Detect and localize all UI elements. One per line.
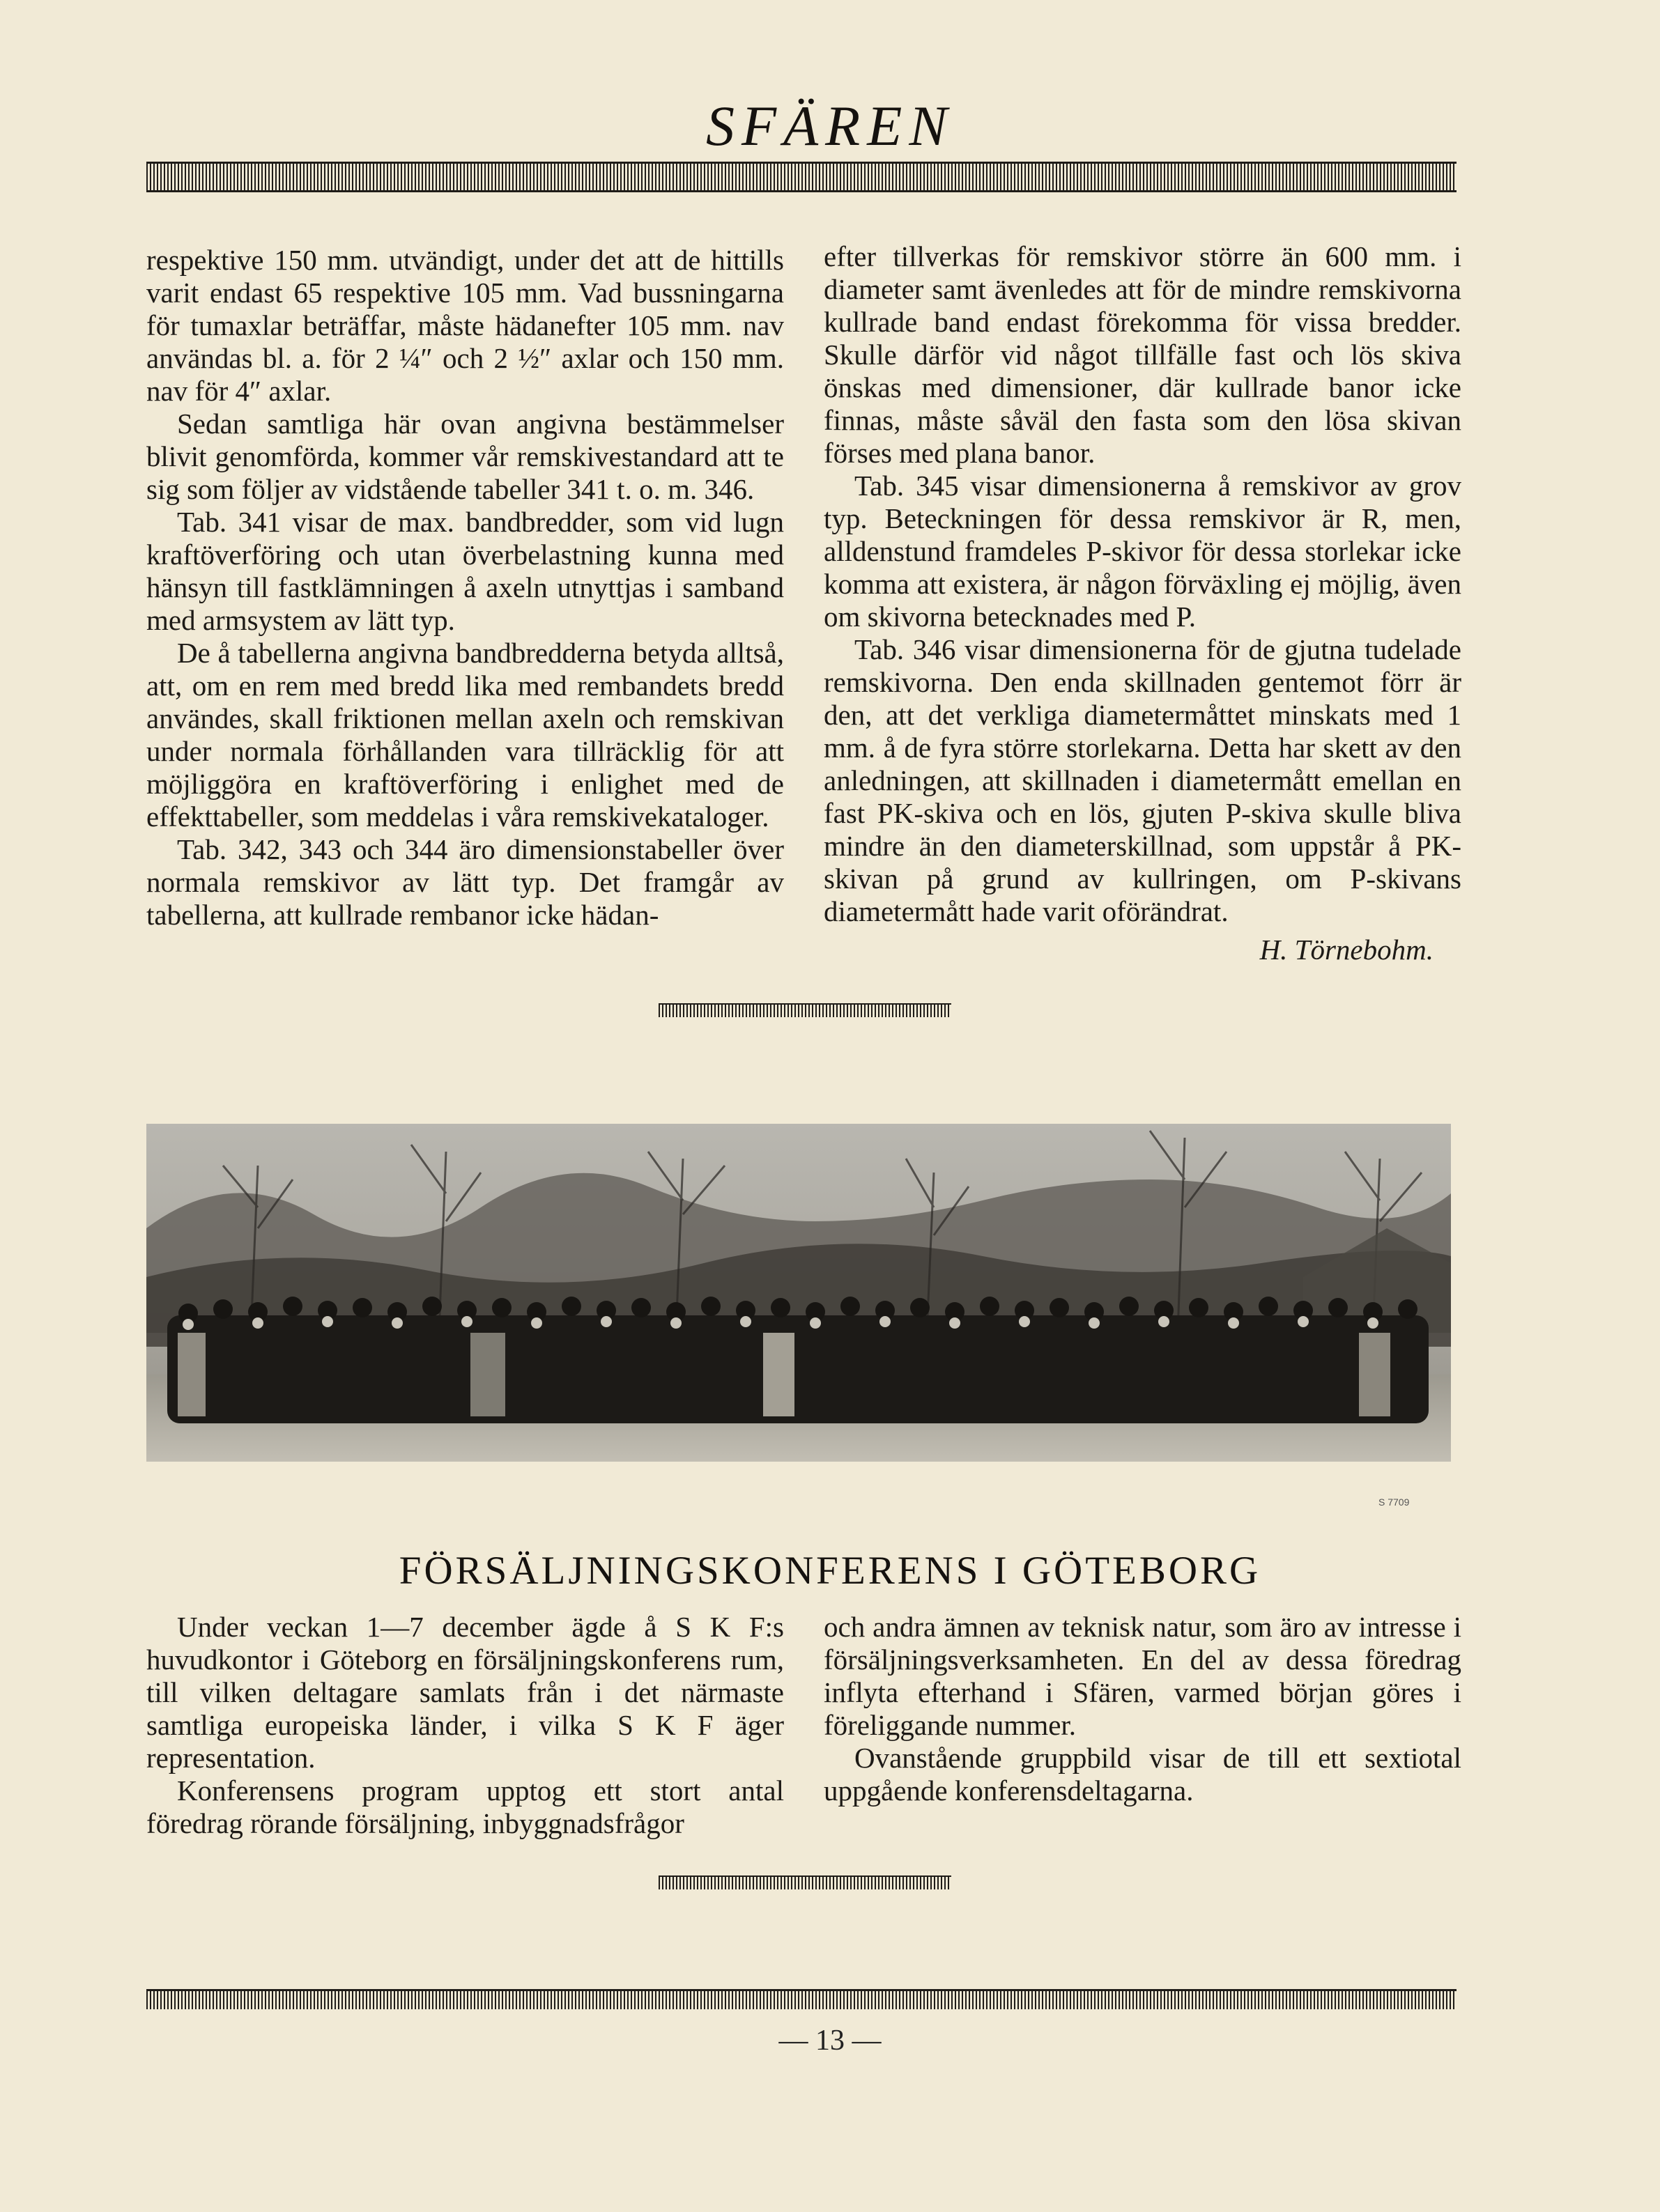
paragraph: Sedan samtliga här ovan angivna bestämmelser blivit genomförda, kommer vår remskivestandard att te sig som följer av vidstående tabeller 341 t. o. m. 346. (146, 408, 784, 505)
paragraph: Tab. 342, 343 och 344 äro dimensionstabeller över normala remskivor av lätt typ. Det framgår av tabellerna, att kullrade rembanor icke hädan- (146, 833, 784, 931)
paragraph: Under veckan 1—7 december ägde å S K F:s huvudkontor i Göteborg en försäljningskonferens rum, till vilken deltagare samlats från i det närmaste samtliga europeiska länder, i vilka S K F äger representation. (146, 1611, 784, 1774)
article-column-left (146, 244, 784, 931)
paragraph: Tab. 341 visar de max. bandbredder, som vid lugn kraftöverföring och utan överbelastning kunna med hänsyn till fastklämningen å axeln utnyttjas i samband med armsystem av lätt typ. (146, 506, 784, 636)
paragraph: Tab. 346 visar dimensionerna för de gjutna tudelade remskivorna. Den enda skillnaden gentemot förr är den, att det verkliga diametermåttet minskats med 1 mm. å de fyra större storlekarna. Detta har skett av den anledningen, att skillnaden i diametermått emellan en fast PK-skiva och en lös, gjuten P-skiva skulle bliva mindre än den diameterskillnad, som uppstår å PK-skivan på grund av kullringen, om P-skivans diametermått hade varit oförändrat. (824, 633, 1461, 927)
paragraph: De å tabellerna angivna bandbredderna betyda alltså, att, om en rem med bredd lika med rembandets bredd användes, skall friktionen mellan axeln och remskivan under normala förhållanden vara tillräcklig för att möjliggöra en kraftöverföring i enlighet med de effekttabeller, som meddelas i våra remskivekataloger. (146, 637, 784, 833)
group-photo-image (146, 1124, 1451, 1462)
footer-rule (146, 1989, 1457, 2009)
article-column-right (824, 240, 1461, 966)
page-number: — 13 — (778, 2025, 882, 2057)
paragraph: och andra ämnen av teknisk natur, som äro av intresse i försäljningsverksamheten. En del av dessa föredrag inflyta efterhand i Sfären, varmed början göres i föreliggande nummer. (824, 1611, 1461, 1741)
article-headline: FÖRSÄLJNINGSKONFERENS I GÖTEBORG (399, 1549, 1261, 1593)
paragraph: respektive 150 mm. utvändigt, under det att de hittills varit endast 65 respektive 105 mm. Vad bussningarna för tumaxlar beträffar, måste hädanefter 105 mm. nav användas bl. a. för 2 ¼″ och 2 ½″ axlar och 150 mm. nav för 4″ axlar. (146, 244, 784, 407)
masthead-title: SFÄREN (705, 94, 955, 157)
paragraph: Konferensens program upptog ett stort antal föredrag rörande försäljning, inbyggnadsfrågor (146, 1774, 784, 1839)
paragraph: Tab. 345 visar dimensionerna å remskivor av grov typ. Beteckningen för dessa remskivor är R, men, alldenstund framdeles P-skivor för dessa storlekar icke komma att existera, är någon förväxling ej möjlig, även om skivorna betecknades med P. (824, 470, 1461, 633)
section-divider (659, 1003, 951, 1017)
article2-column-right (824, 1611, 1461, 1807)
group-photo (146, 1124, 1451, 1462)
photo-code: S 7709 (1378, 1496, 1410, 1508)
author-signature: H. Törnebohm. (1259, 934, 1434, 966)
article2-column-left (146, 1611, 784, 1840)
masthead-rule (146, 162, 1457, 192)
paragraph: Ovanstående gruppbild visar de till ett sextiotal uppgående konferensdeltagarna. (824, 1742, 1461, 1807)
paragraph: efter tillverkas för remskivor större än 600 mm. i diameter samt ävenledes att för de mindre remskivorna kullrade band endast förekomma för vissa bredder. Skulle därför vid något tillfälle fast och lös skiva önskas med dimensioner, där kullrade banor icke finnas, måste såväl den fasta som den lösa skivan förses med plana banor. (824, 240, 1461, 469)
section-divider (659, 1875, 951, 1889)
